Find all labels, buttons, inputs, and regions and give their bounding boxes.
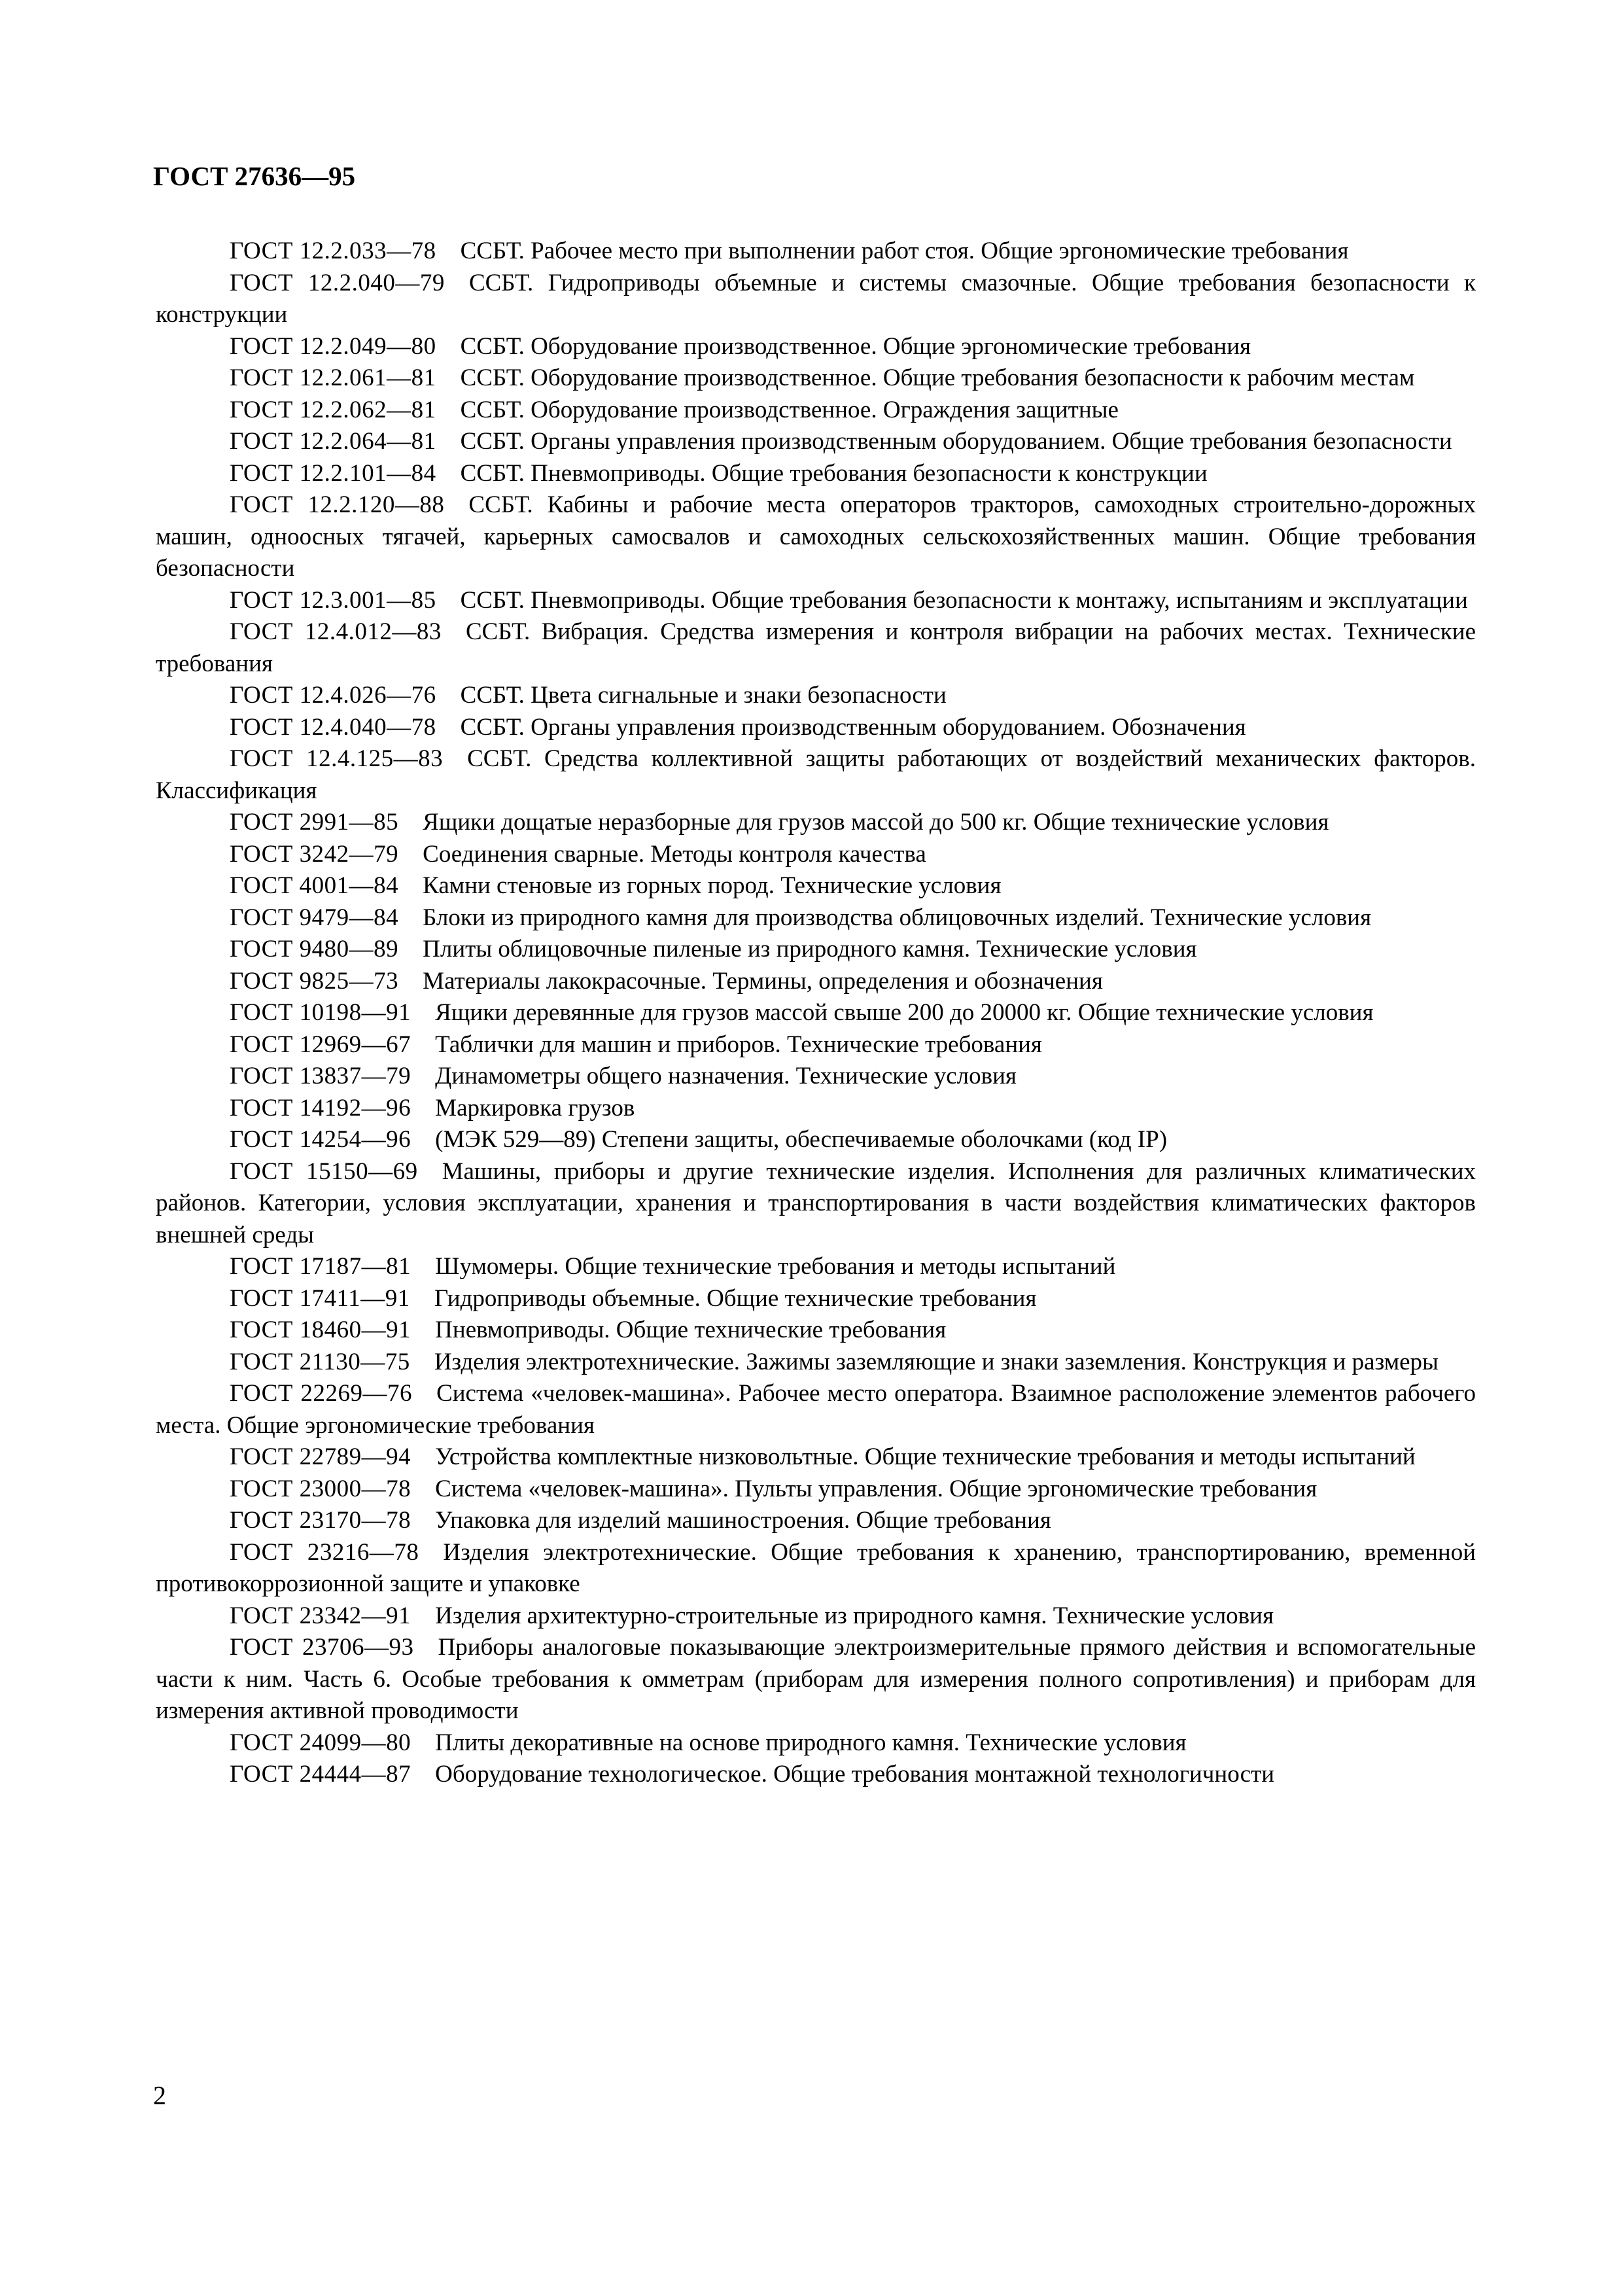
reference-item — [156, 1441, 1476, 1474]
standard-title: Плиты облицовочные пиленые из природного камня. Технические условия — [423, 936, 1197, 963]
standard-title: Соединения сварные. Методы контроля качества — [423, 840, 926, 868]
reference-item — [156, 1378, 1476, 1441]
standard-code: ГОСТ 23342—91 — [230, 1602, 411, 1629]
standard-title: Материалы лакокрасочные. Термины, определения и обозначения — [423, 967, 1103, 995]
standard-code: ГОСТ 12.4.012—83 — [230, 618, 442, 645]
standard-title: Ящики дощатые неразборные для грузов массой до 500 кг. Общие технические условия — [423, 809, 1329, 836]
standard-title: ССБТ. Оборудование производственное. Ограждения защитные — [460, 396, 1119, 423]
standard-title: ССБТ. Органы управления производственным оборудованием. Обозначения — [460, 713, 1246, 741]
standard-code: ГОСТ 24444—87 — [230, 1761, 411, 1788]
standard-title: Оборудование технологическое. Общие требования монтажной технологичности — [435, 1761, 1275, 1788]
reference-item — [156, 1251, 1476, 1283]
standard-code: ГОСТ 23706—93 — [230, 1634, 414, 1661]
standard-title: Блоки из природного камня для производства облицовочных изделий. Технические условия — [423, 904, 1372, 931]
standard-code: ГОСТ 12.2.120—88 — [230, 491, 445, 518]
reference-item — [156, 489, 1476, 585]
reference-item — [156, 331, 1476, 363]
standard-title: ССБТ. Цвета сигнальные и знаки безопасности — [460, 682, 947, 709]
reference-item — [156, 616, 1476, 680]
standard-code: ГОСТ 9825—73 — [230, 967, 399, 995]
reference-item — [156, 236, 1476, 268]
reference-item — [156, 1124, 1476, 1156]
standard-title: ССБТ. Пневмоприводы. Общие требования безопасности к конструкции — [460, 459, 1208, 487]
standard-title: ССБТ. Оборудование производственное. Общие эргономические требования — [460, 332, 1251, 360]
standard-code: ГОСТ 12.2.040—79 — [230, 269, 445, 296]
standard-title: Плиты декоративные на основе природного камня. Технические условия — [435, 1729, 1187, 1756]
standard-title: Система «человек-машина». Рабочее место оператора. Взаимное расположение элементов рабочего места. Общие эргономические требования — [156, 1380, 1476, 1439]
standard-code: ГОСТ 13837—79 — [230, 1063, 411, 1089]
reference-item — [156, 1505, 1476, 1537]
standard-title: Машины, приборы и другие технические изделия. Исполнения для различных климатических районов. Категории, условия эксплуатации, хранения и транспортирования в части воздействия климатических факторов внешней среды — [156, 1157, 1476, 1248]
reference-item — [156, 870, 1476, 902]
reference-item — [156, 362, 1476, 395]
standard-code: ГОСТ 23216—78 — [230, 1538, 419, 1566]
standard-title: ССБТ. Органы управления производственным оборудованием. Общие требования безопасности — [460, 428, 1452, 455]
standard-title: Система «человек-машина». Пульты управления. Общие эргономические требования — [435, 1475, 1318, 1502]
standard-code: ГОСТ 12.3.001—85 — [230, 586, 436, 614]
reference-item — [156, 1156, 1476, 1252]
reference-item — [156, 1600, 1476, 1633]
standard-code: ГОСТ 12.2.049—80 — [230, 332, 436, 360]
reference-item — [156, 585, 1476, 617]
standard-title: Динамометры общего назначения. Технические условия — [435, 1063, 1017, 1089]
reference-item — [156, 458, 1476, 490]
standard-title: ССБТ. Средства коллективной защиты работающих от воздействий механических факторов. Классификация — [156, 745, 1476, 804]
standard-title: Изделия электротехнические. Общие требования к хранению, транспортированию, временной противокоррозионной защите и упаковке — [156, 1538, 1476, 1597]
reference-item — [156, 743, 1476, 807]
standard-code: ГОСТ 12969—67 — [230, 1031, 411, 1058]
reference-item — [156, 807, 1476, 839]
standard-code: ГОСТ 12.2.033—78 — [230, 238, 436, 264]
reference-item — [156, 1029, 1476, 1061]
reference-item — [156, 1727, 1476, 1759]
reference-item — [156, 934, 1476, 966]
standard-code: ГОСТ 15150—69 — [230, 1157, 418, 1185]
reference-item — [156, 997, 1476, 1029]
standard-title: Изделия электротехнические. Зажимы заземляющие и знаки заземления. Конструкция и размеры — [434, 1348, 1439, 1375]
standard-code: ГОСТ 14254—96 — [230, 1126, 411, 1153]
reference-item — [156, 902, 1476, 934]
reference-item — [156, 1632, 1476, 1727]
page-header: ГОСТ 27636—95 — [153, 161, 356, 191]
page-number: 2 — [153, 2081, 166, 2110]
standard-title: ССБТ. Оборудование производственное. Общие требования безопасности к рабочим местам — [460, 364, 1415, 391]
standard-code: ГОСТ 23170—78 — [230, 1507, 411, 1534]
standard-title: Камни стеновые из горных пород. Технические условия — [423, 872, 1002, 899]
standard-code: ГОСТ 22789—94 — [230, 1443, 411, 1470]
standard-code: ГОСТ 4001—84 — [230, 872, 399, 899]
standard-code: ГОСТ 24099—80 — [230, 1729, 411, 1756]
standard-title: Таблички для машин и приборов. Технические требования — [435, 1031, 1042, 1058]
standard-title: ССБТ. Гидроприводы объемные и системы смазочные. Общие требования безопасности к конструкции — [156, 269, 1476, 328]
reference-item — [156, 1093, 1476, 1125]
standard-code: ГОСТ 12.4.040—78 — [230, 713, 436, 741]
standard-code: ГОСТ 17411—91 — [230, 1284, 410, 1312]
standard-code: ГОСТ 12.2.062—81 — [230, 396, 436, 423]
standard-code: ГОСТ 17187—81 — [230, 1253, 411, 1280]
standard-title: Ящики деревянные для грузов массой свыше 200 до 20000 кг. Общие технические условия — [435, 999, 1374, 1026]
standard-title: (МЭК 529—89) Степени защиты, обеспечиваемые оболочками (код IP) — [435, 1126, 1168, 1153]
standard-code: ГОСТ 23000—78 — [230, 1475, 411, 1502]
standard-code: ГОСТ 9479—84 — [230, 904, 399, 931]
reference-item — [156, 1315, 1476, 1347]
standard-title: Маркировка грузов — [435, 1094, 635, 1122]
standard-code: ГОСТ 3242—79 — [230, 840, 399, 868]
standard-title: Изделия архитектурно-строительные из природного камня. Технические условия — [435, 1602, 1274, 1629]
standard-title: ССБТ. Рабочее место при выполнении работ стоя. Общие эргономические требования — [460, 238, 1349, 264]
reference-item — [156, 426, 1476, 458]
standard-title: ССБТ. Пневмоприводы. Общие требования безопасности к монтажу, испытаниям и эксплуатации — [460, 586, 1468, 614]
standard-code: ГОСТ 18460—91 — [230, 1316, 411, 1343]
reference-list — [156, 236, 1476, 1791]
standard-title: Пневмоприводы. Общие технические требования — [435, 1316, 947, 1343]
standard-title: Приборы аналоговые показывающие электроизмерительные прямого действия и вспомогательные части к ним. Часть 6. Особые требования к омметрам (приборам для измерения полного сопротивления) и приборам для измерения активной проводимости — [156, 1634, 1476, 1724]
standard-title: ССБТ. Кабины и рабочие места операторов тракторов, самоходных строительно-дорожных машин, одноосных тягачей, карьерных самосвалов и самоходных сельскохозяйственных машин. Общие требования безопасности — [156, 491, 1476, 582]
standard-code: ГОСТ 14192—96 — [230, 1094, 411, 1122]
standard-code: ГОСТ 9480—89 — [230, 936, 399, 963]
standard-title: Гидроприводы объемные. Общие технические требования — [434, 1284, 1037, 1312]
reference-item — [156, 680, 1476, 712]
reference-item — [156, 1347, 1476, 1379]
standard-title: ССБТ. Вибрация. Средства измерения и контроля вибрации на рабочих местах. Технические требования — [156, 618, 1476, 677]
reference-item — [156, 839, 1476, 871]
standard-code: ГОСТ 2991—85 — [230, 809, 399, 836]
standard-code: ГОСТ 21130—75 — [230, 1348, 410, 1375]
standard-title: Упаковка для изделий машиностроения. Общие требования — [435, 1507, 1051, 1534]
reference-item — [156, 1061, 1476, 1093]
reference-item — [156, 1474, 1476, 1506]
standard-code: ГОСТ 22269—76 — [230, 1380, 413, 1407]
reference-item — [156, 712, 1476, 744]
standard-title: Устройства комплектные низковольтные. Общие технические требования и методы испытаний — [435, 1443, 1416, 1470]
standard-code: ГОСТ 10198—91 — [230, 999, 411, 1026]
standard-title: Шумомеры. Общие технические требования и методы испытаний — [435, 1253, 1116, 1280]
reference-item — [156, 1759, 1476, 1791]
standard-code: ГОСТ 12.4.125—83 — [230, 745, 444, 772]
reference-item — [156, 1283, 1476, 1315]
reference-item — [156, 1537, 1476, 1600]
standard-code: ГОСТ 12.2.101—84 — [230, 459, 436, 487]
standard-code: ГОСТ 12.2.064—81 — [230, 428, 436, 455]
standard-code: ГОСТ 12.4.026—76 — [230, 682, 436, 709]
reference-item — [156, 966, 1476, 998]
reference-item — [156, 395, 1476, 427]
reference-item — [156, 268, 1476, 331]
standard-code: ГОСТ 12.2.061—81 — [230, 364, 436, 391]
